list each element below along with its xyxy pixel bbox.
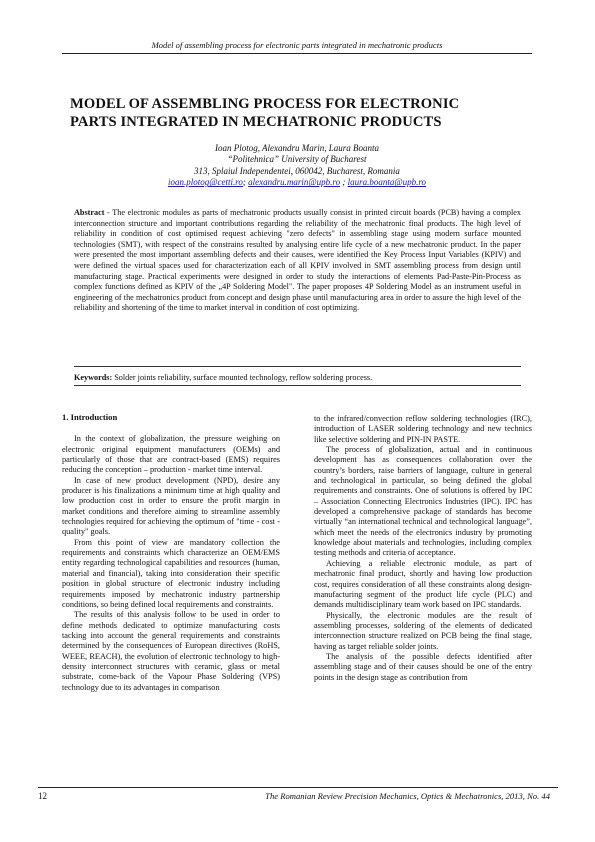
- email-link-plotog[interactable]: ioan.plotog@cetti.ro: [167, 177, 243, 188]
- paragraph: to the infrared/convection reflow soldering technologies (IRC), introduction of LASER soldering technology and new technics like selective soldering and PIN-IN PASTE.: [314, 414, 532, 444]
- abstract-text: - The electronic modules as parts of mechatronic products usually consist in printed circuit boards (PCB) having a complex interconnection structure and important contributions regarding the reliability of the mechatronic final products. The high level of reliability in condition of cost optimised request achieving "zero defects" in assembling stage using modern surface mounted technologies (SMT), with respect of the constrains resulted by analysing entire life cycle of a new mechatronic product. In the paper were presented the most important assembling defects and their causes, were identified the Key Process Input Variables (KPIV) and were defined the virtual spaces used for characterization each of all KPIV involved in SMT assembling process from design until manufacturing stage. Practical experiments were designed in order to study the interactions of elements Pad-Paste-Pin-Process as complex functions defined as KPIV of the „4P Soldering Model". The paper proposes 4P Soldering Model as an instrument useful in engineering of the mechatronics product from concept and design phase until manufacturing area in order to assure the high level of the reliability and shortening of the time to market interval in condition of cost optimizing.: [74, 208, 521, 313]
- section-heading-introduction: 1. Introduction: [62, 412, 118, 422]
- paper-title-line-1: MODEL OF ASSEMBLING PROCESS FOR ELECTRONIC: [70, 96, 460, 112]
- keywords-divider: [74, 366, 521, 367]
- running-header: Model of assembling process for electronic parts integrated in mechatronic products: [62, 40, 532, 54]
- paragraph: The results of this analysis follow to be used in order to define methods dedicated to optimize manufacturing costs tacking into account the general requirements and constraints determined by the consequences of European directives (RoHS, WEEE, REACH), the evolution of electronic technology to high-density interconnect structures with ceramic, glass or metal substrate, come-back of the Vapour Phase Soldering (VPS) technology due to its advantages in comparison: [62, 610, 280, 692]
- paragraph: Physically, the electronic modules are the result of assembling processes, soldering of the elements of dedicated interconnection structure realized on PCB being the final stage, having as target reliable solder joints.: [314, 610, 532, 651]
- author-block: [62, 143, 532, 189]
- paragraph: The process of globalization, actual and in continuous development has as consequences collaboration over the country’s borders, raise barriers of language, culture in general and technological in particular, so being defined the global requirements and constraints. One of solutions is offered by IPC – Association Connecting Electronics Industries (IPC). IPC has developed a comprehensive package of standards has become virtually “an international technical and technological language”, which meet the needs of the electronics industry by promoting knowledge about materials and technologies, including complex testing methods and criteria of acceptance.: [314, 445, 532, 558]
- paragraph: In the context of globalization, the pressure weighing on electronic original equipment manufacturers (OEMs) and particularly of those that are contract-based (EMS) requires reducing the conception – production - market time interval.: [62, 434, 280, 475]
- keywords-label: Keywords:: [74, 373, 113, 382]
- email-link-marin[interactable]: alexandru.marin@upb.ro: [248, 177, 341, 188]
- email-separator: ;: [242, 177, 249, 188]
- journal-citation: The Romanian Review Precision Mechanics, Optics & Mechatronics, 2013, No. 44: [265, 791, 550, 801]
- abstract: [74, 208, 521, 314]
- paragraph: The analysis of the possible defects identified after assembling stage and of their causes should be one of the entry points in the design stage as contribution from: [314, 651, 532, 682]
- keywords-divider-bottom: [74, 385, 521, 386]
- page-number: 12: [38, 791, 47, 801]
- keywords: [74, 373, 521, 382]
- emails: [62, 177, 532, 188]
- paper-title-line-2: PARTS INTEGRATED IN MECHATRONIC PRODUCTS: [70, 114, 442, 130]
- authors: Ioan Plotog, Alexandru Marin, Laura Boanta: [214, 143, 380, 153]
- footer-divider: [38, 787, 558, 788]
- right-column: [314, 414, 532, 683]
- left-column: [62, 412, 280, 693]
- affiliation: “Politehnica” University of Bucharest: [227, 154, 367, 165]
- email-separator: ;: [340, 177, 348, 188]
- address: 313, Splaiul Independentei, 060042, Bucharest, Romania: [194, 165, 400, 176]
- paragraph: Achieving a reliable electronic module, as part of mechatronic final product, shortly and having low production cost, requires consideration of all these constraints along design-manufacturing segment of the product life cycle (PLC) and demands multidisciplinary team work based on IPC standards.: [314, 558, 532, 610]
- abstract-label: Abstract: [74, 208, 105, 217]
- paragraph: From this point of view are mandatory collection the requirements and constraints which characterize an OEM/EMS entity regarding technological capabilities and resources (human, material and financial), taking into consideration their specific position in global structure of electronic industry including requirements imposed by mechatronic industry partnership conditions, so being defined local requirements and constraints.: [62, 537, 280, 609]
- keywords-text: Solder joints reliability, surface mounted technology, reflow soldering process.: [112, 373, 373, 382]
- email-link-boanta[interactable]: laura.boanta@upb.ro: [347, 177, 427, 188]
- paragraph: In case of new product development (NPD), desire any producer is his finalizations a minimum time at high quality and low production cost in order to ensure the profit margin in market conditions and therefore aiming to streamline assembly technologies required for achieving the optimum of "time - cost - quality" goals.: [62, 475, 280, 537]
- paper-title: [70, 95, 540, 131]
